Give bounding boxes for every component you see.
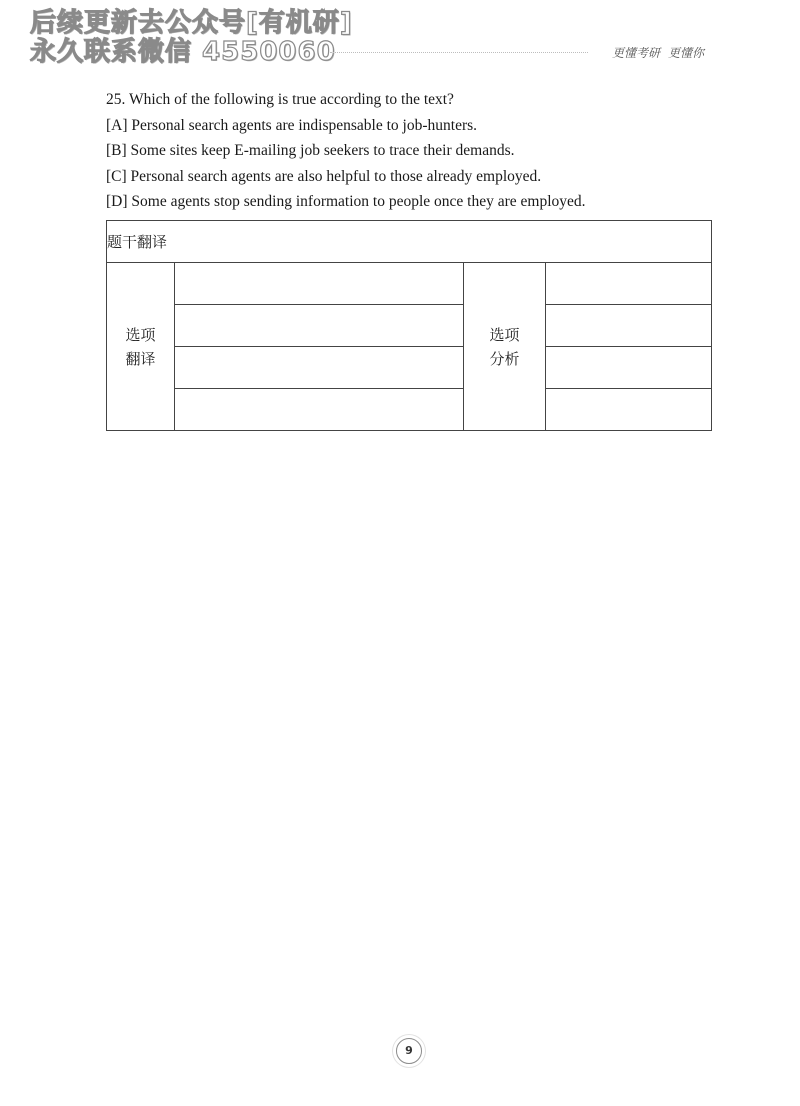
question-block xyxy=(106,87,726,215)
slogan-part-1: 更懂考研 xyxy=(612,46,661,60)
analysis-blank-d[interactable] xyxy=(546,389,712,431)
analysis-blank-b[interactable] xyxy=(546,305,712,347)
stem-translation-cell: 题干翻译 xyxy=(107,221,712,263)
option-analysis-label xyxy=(464,263,546,431)
translation-blank-c[interactable] xyxy=(175,347,464,389)
option-c: [C] Personal search agents are also helpful to those already employed. xyxy=(106,167,542,185)
watermark-line-2: 永久联系微信 4550060 xyxy=(30,37,336,67)
option-a: [A] Personal search agents are indispensable to job-hunters. xyxy=(106,116,478,134)
option-analysis-label-line-1: 选项 xyxy=(489,325,520,344)
translation-blank-a[interactable] xyxy=(175,263,464,305)
option-translation-label xyxy=(107,263,175,431)
option-analysis-label-line-2: 分析 xyxy=(489,349,520,368)
analysis-blank-a[interactable] xyxy=(546,263,712,305)
translation-blank-d[interactable] xyxy=(175,389,464,431)
page-number: 9 xyxy=(396,1038,422,1064)
option-translation-label-line-1: 选项 xyxy=(125,325,156,344)
question-stem: 25. Which of the following is true according to the text? xyxy=(106,91,454,108)
option-translation-label-line-2: 翻译 xyxy=(125,349,156,368)
analysis-blank-c[interactable] xyxy=(546,347,712,389)
answer-worksheet xyxy=(106,220,712,431)
header-divider xyxy=(330,52,588,53)
option-d: [D] Some agents stop sending information to people once they are employed. xyxy=(106,193,586,210)
option-b: [B] Some sites keep E-mailing job seekers to trace their demands. xyxy=(106,142,515,159)
header-slogan xyxy=(612,44,704,61)
translation-blank-b[interactable] xyxy=(175,305,464,347)
slogan-part-2: 更懂你 xyxy=(668,46,705,60)
watermark-line-1: 后续更新去公众号[有机研] xyxy=(30,8,353,38)
